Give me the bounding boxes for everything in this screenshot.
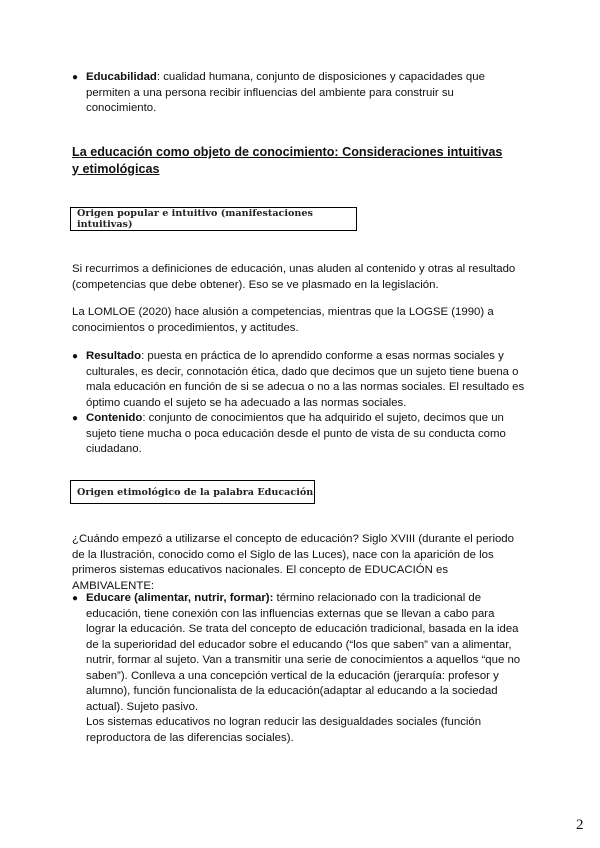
bullet-list-bottom (72, 591, 526, 746)
term: Contenido (86, 412, 143, 424)
paragraph-concepto: ¿Cuándo empezó a utilizarse el concepto de educación? Siglo XVIII (durante el periodo de la Ilustración, conocido como el Siglo de las Luces), nace con la aparición de los primeros sistemas educativos nacionales. El concepto de EDUCACIÓN es AMBIVALENTE: (72, 533, 514, 592)
bullet-list-mid (72, 349, 526, 458)
term: Resultado (86, 350, 142, 362)
bullet-icon: ● (72, 413, 79, 424)
box-origen-popular: Origen popular e intuitivo (manifestaciones intuitivas) (70, 207, 357, 231)
box-origen-etimologico: Origen etimológico de la palabra Educación (70, 480, 315, 504)
term-extra-line: Los sistemas educativos no logran reducir las desigualdades sociales (función reproductora de las diferencias sociales). (86, 716, 482, 744)
bullet-icon: ● (72, 351, 79, 362)
bullet-icon: ● (72, 593, 79, 604)
list-item (72, 591, 526, 746)
bullet-list-top (72, 70, 526, 117)
paragraph-lomloe: La LOMLOE (2020) hace alusión a competencias, mientras que la LOGSE (1990) a conocimientos o procedimientos, y actitudes. (72, 306, 494, 334)
term-definition: término relacionado con la tradicional de educación, tiene conexión con las influencias externas que se llevan a cabo para lograr la educación. Se trata del concepto de educación tradicional, basada en la idea de la superioridad del educador sobre el educando (“los que saben” van a alimentar, nutrir, formar al sujeto. Van a transmitir una serie de conocimientos a aquellos “que no saben”). Conlleva a una concepción vertical de la educación (jerarquía: profesor y alumno), función funcionalista de la educación(adaptar al educando a la sociedad actual). Sujeto pasivo. (86, 592, 521, 713)
term-definition: : conjunto de conocimientos que ha adquirido el sujeto, decimos que un sujeto tiene mucha o poca educación desde el punto de vista de su conducta como ciudadano. (86, 412, 506, 455)
list-item (72, 349, 526, 411)
term-definition: : puesta en práctica de lo aprendido conforme a esas normas sociales y culturales, es decir, connotación ética, dado que decimos que un sujeto tiene buena o mala educación en función de si se adecua o no a las normas sociales. El resultado es óptimo cuando el sujeto se ha adecuado a las normas sociales. (86, 350, 525, 409)
term-definition: : cualidad humana, conjunto de disposiciones y capacidades que permiten a una persona recibir influencias del ambiente para construir su conocimiento. (86, 71, 485, 114)
term: Educare (alimentar, nutrir, formar): (86, 592, 274, 604)
term: Educabilidad (86, 71, 157, 83)
list-item (72, 70, 526, 117)
section-heading: La educación como objeto de conocimiento: Consideraciones intuitivas y etimológicas (72, 145, 503, 176)
bullet-icon: ● (72, 72, 79, 83)
paragraph-definiciones: Si recurrimos a definiciones de educación, unas aluden al contenido y otras al resultado (competencias que debe obtener). Eso se ve plasmado en la legislación. (72, 263, 516, 291)
page-number: 2 (576, 817, 584, 833)
list-item (72, 411, 526, 458)
